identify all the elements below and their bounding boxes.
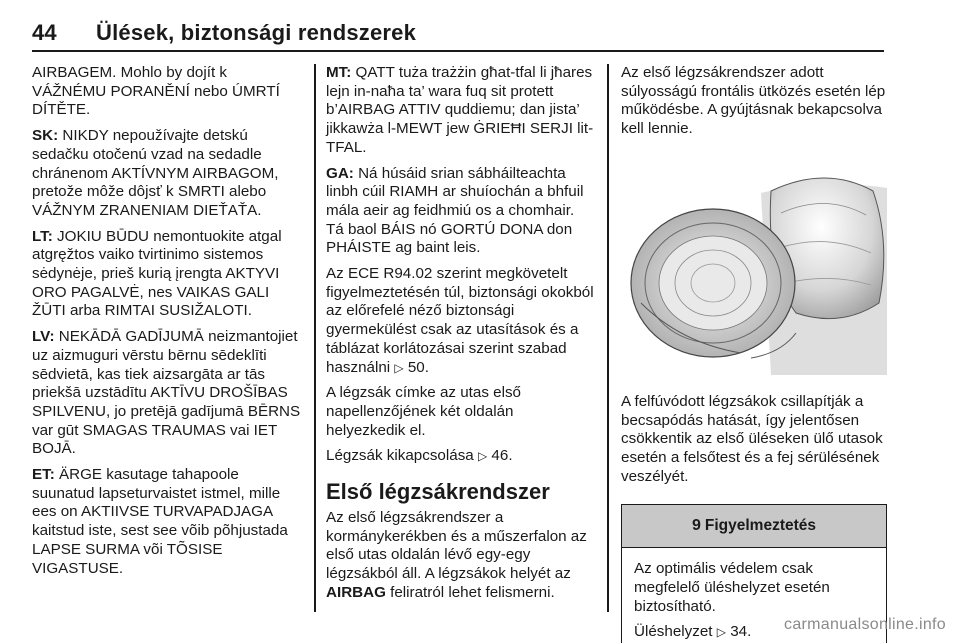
warning-et [32, 466, 302, 578]
warning-lt-text: JOKIU BŪDU nemontuokite atgal atgręžtos vaiko tvirtinimo sistemos sėdynėje, prieš kurią įrengta AKTYVI ORO PAGALVĖ, nes VAIKAS GALI ŽŪTI arba RIMTAI SUSIŽALOTI. [32, 227, 282, 320]
airbag-disable-paragraph [326, 447, 594, 466]
arrow-triangle-icon: ▷ [394, 360, 404, 375]
protection-paragraph: A felfúvódott légzsákok csillapítják a becsapódás hatását, így jelentősen csökkentik az első üléseken ülő utasok esetén a felsőtest és a fej sérülésének veszélyét. [621, 392, 883, 485]
arrow-triangle-icon: ▷ [477, 449, 488, 464]
warning-et-text: ÄRGE kasutage tahapoole suunatud lapseturvaistet istmel, mille ees on AKTIIVSE TURVAPADJAGA kaitstud iste, sest see võib põhjustada LAPSE SURMA või TÕSISE VIGASTUSE. [32, 466, 288, 577]
column-3 [621, 64, 887, 643]
label-location-paragraph: A légzsák címke az utas első napellenzőjének két oldalán helyezkedik el. [326, 384, 521, 439]
front-airbag-text-a: Az első légzsákrendszer a kormánykerékben és a műszerfalon az első utas oldalán lévő egy-egy légzsákból áll. A légzsákok helyét az [326, 509, 587, 583]
lang-code-mt: MT: [326, 64, 352, 81]
lang-code-et: ET: [32, 466, 55, 484]
warning-title: Figyelmeztetés [704, 516, 817, 534]
deployment-paragraph: Az első légzsákrendszer adott súlyosságú frontális ütközés esetén lép működésbe. A gyújtásnak bekapcsolva kell lennie. [621, 64, 886, 138]
warning-lv-text: NEKĀDĀ GADĪJUMĀ neizmantojiet uz aizmuguri vērstu bērnu sēdeklīti sēdvietā, kas tiek aizsargāta ar tās priekšā uzstādītu AKTĪVU DROŠĪBAS SPILVENU, jo pretējā gadījumā BĒRNS var gūt SMAGAS TRAUMAS vai IET BOJĀ. [32, 328, 301, 458]
warning-sk-text: NIKDY nepoužívajte detskú sedačku otočenú vzad na sedadle chránenom AKTÍVNYM AIRBAGOM, pretože môže dôjsť k SMRTI alebo VÁŽNYM ZRANENIAM DIEŤAŤA. [32, 127, 279, 219]
column-2 [326, 64, 594, 610]
warning-text-1: Az optimális védelem csak megfelelő üléshelyzet esetén biztosítható. [634, 560, 830, 615]
ece-ref-page: 50. [403, 358, 429, 376]
warning-lt [32, 228, 302, 322]
section-heading: Első légzsákrendszer [326, 479, 550, 505]
warning-mt [326, 64, 594, 158]
warning-mt-text: QATT tuża trażżin għat-tfal li jħares lejn in-naħa ta’ wara fuq sit protett b’AIRBAG ATTIV quddiemu; dan jista’ jikkawża l-MEWT jew ĠRIEĦI SERJI lit-TFAL. [326, 64, 594, 156]
ece-paragraph [326, 265, 594, 377]
warning-sk [32, 127, 302, 221]
airbag-illustration [621, 153, 887, 375]
chapter-title: Ülések, biztonsági rendszerek [96, 20, 417, 45]
front-airbag-paragraph [326, 509, 594, 603]
warning-header [622, 505, 886, 548]
warning-cz-continued: AIRBAGEM. Mohlo by dojít k VÁŽNÉMU PORANĚNÍ nebo ÚMRTÍ DÍTĚTE. [32, 64, 280, 119]
column-divider-2 [607, 64, 609, 612]
arrow-triangle-icon: ▷ [716, 625, 726, 640]
header-rule [32, 50, 884, 52]
warning-lv [32, 328, 302, 459]
seat-position-ref-page: 34. [725, 623, 752, 641]
airbag-disable-text: Légzsák kikapcsolása [326, 447, 478, 465]
page-header [32, 20, 416, 46]
airbag-word: AIRBAG [326, 583, 386, 601]
lang-code-ga: GA: [326, 164, 354, 182]
page-number: 44 [32, 20, 57, 45]
airbag-disable-ref-page: 46. [487, 447, 513, 465]
warning-ga [326, 165, 594, 259]
warning-ga-text: Ná húsáid srian sábháilteachta linbh cúil RIAMH ar shuíochán a bhfuil mála aeir ag feidhmiú os a chomhair. Tá baol BÁIS nó GORTÚ DONA don PHÁISTE ag baint leis. [326, 164, 584, 257]
lang-code-sk: SK: [32, 127, 59, 145]
site-watermark: carmanualsonline.info [784, 616, 946, 633]
seat-position-text: Üléshelyzet [634, 623, 717, 641]
ece-text: Az ECE R94.02 szerint megkövetelt figyelmeztetésén túl, biztonsági okokból az előrefelé néző biztonsági gyermekülést csak az utasítások és a táblázat korlátozásai szerint szabad használni [326, 265, 594, 376]
lang-code-lt: LT: [32, 227, 53, 245]
column-divider-1 [314, 64, 316, 612]
inflated-airbag-illustration [621, 153, 887, 375]
warning-triangle-icon: 9 [691, 516, 701, 534]
lang-code-lv: LV: [32, 328, 55, 346]
column-1 [32, 64, 302, 585]
front-airbag-text-b: feliratról lehet felismerni. [385, 583, 555, 601]
